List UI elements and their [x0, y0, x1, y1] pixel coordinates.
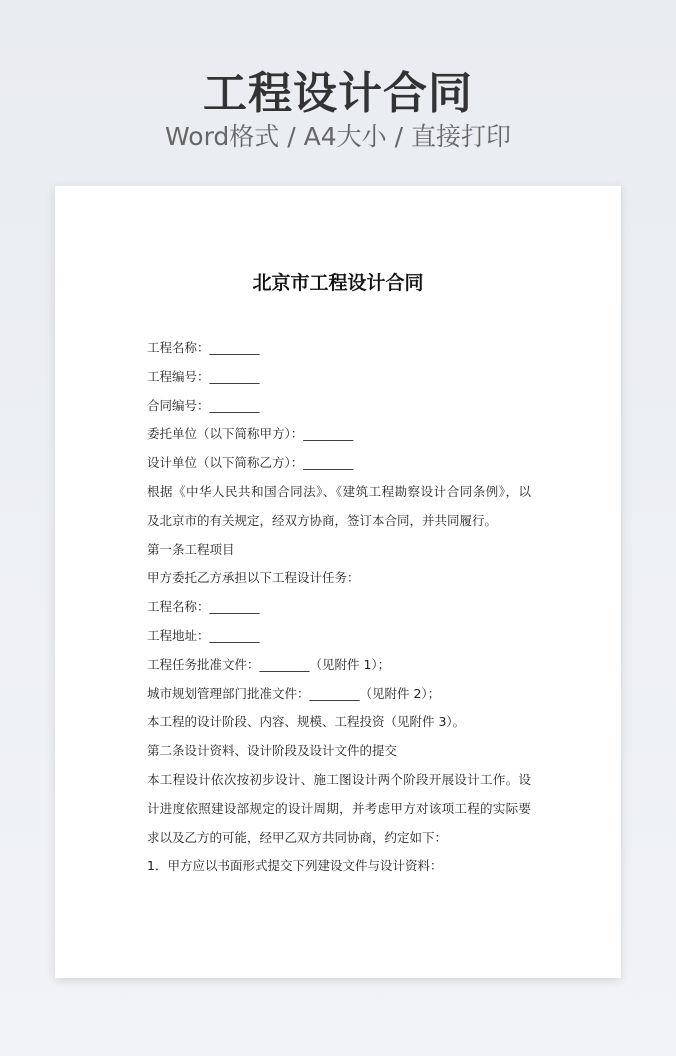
design-process-line-3: 求以及乙方的可能，经甲乙双方共同协商，约定如下：: [147, 829, 448, 845]
task-project-name-line: 工程名称：________: [147, 599, 260, 615]
task-intro-line: 甲方委托乙方承担以下工程设计任务：: [147, 570, 360, 586]
approval-document-line: 工程任务批准文件：________（见附件 1）；: [147, 656, 391, 672]
designer-line: 设计单位（以下简称乙方）：________: [147, 455, 354, 471]
document-title: 北京市工程设计合同: [252, 272, 424, 294]
legal-basis-line-2: 及北京市的有关规定，经双方协商，签订本合同，并共同履行。: [147, 512, 498, 528]
design-stage-scope-line: 本工程的设计阶段、内容、规模、工程投资（见附件 3）。: [147, 714, 466, 730]
design-process-line-1: 本工程设计依次按初步设计、施工图设计两个阶段开展设计工作。设: [147, 771, 531, 787]
design-process-line-2: 计进度依照建设部规定的设计周期，并考虑甲方对该项工程的实际要: [147, 800, 531, 816]
project-name-line: 工程名称：________: [147, 340, 260, 355]
article-2-heading: 第二条设计资料、设计阶段及设计文件的提交: [147, 743, 398, 759]
contract-number-line: 合同编号：________: [147, 397, 260, 413]
document-page: [55, 186, 621, 978]
article-1-heading: 第一条工程项目: [147, 541, 235, 557]
document-body: [147, 334, 531, 881]
page-title: 工程设计合同: [203, 68, 473, 119]
client-documents-item-1: 1．甲方应以书面形式提交下列建设文件与设计资料：: [147, 858, 443, 874]
page-subtitle: Word格式 / A4大小 / 直接打印: [165, 122, 511, 151]
legal-basis-line-1: 根据《中华人民共和国合同法》、《建筑工程勘察设计合同条例》，以: [147, 483, 531, 499]
task-project-address-line: 工程地址：________: [147, 627, 260, 643]
planning-approval-line: 城市规划管理部门批准文件：________（见附件 2）；: [147, 685, 441, 701]
client-line: 委托单位（以下简称甲方）：________: [147, 426, 354, 442]
project-number-line: 工程编号：________: [147, 368, 260, 384]
